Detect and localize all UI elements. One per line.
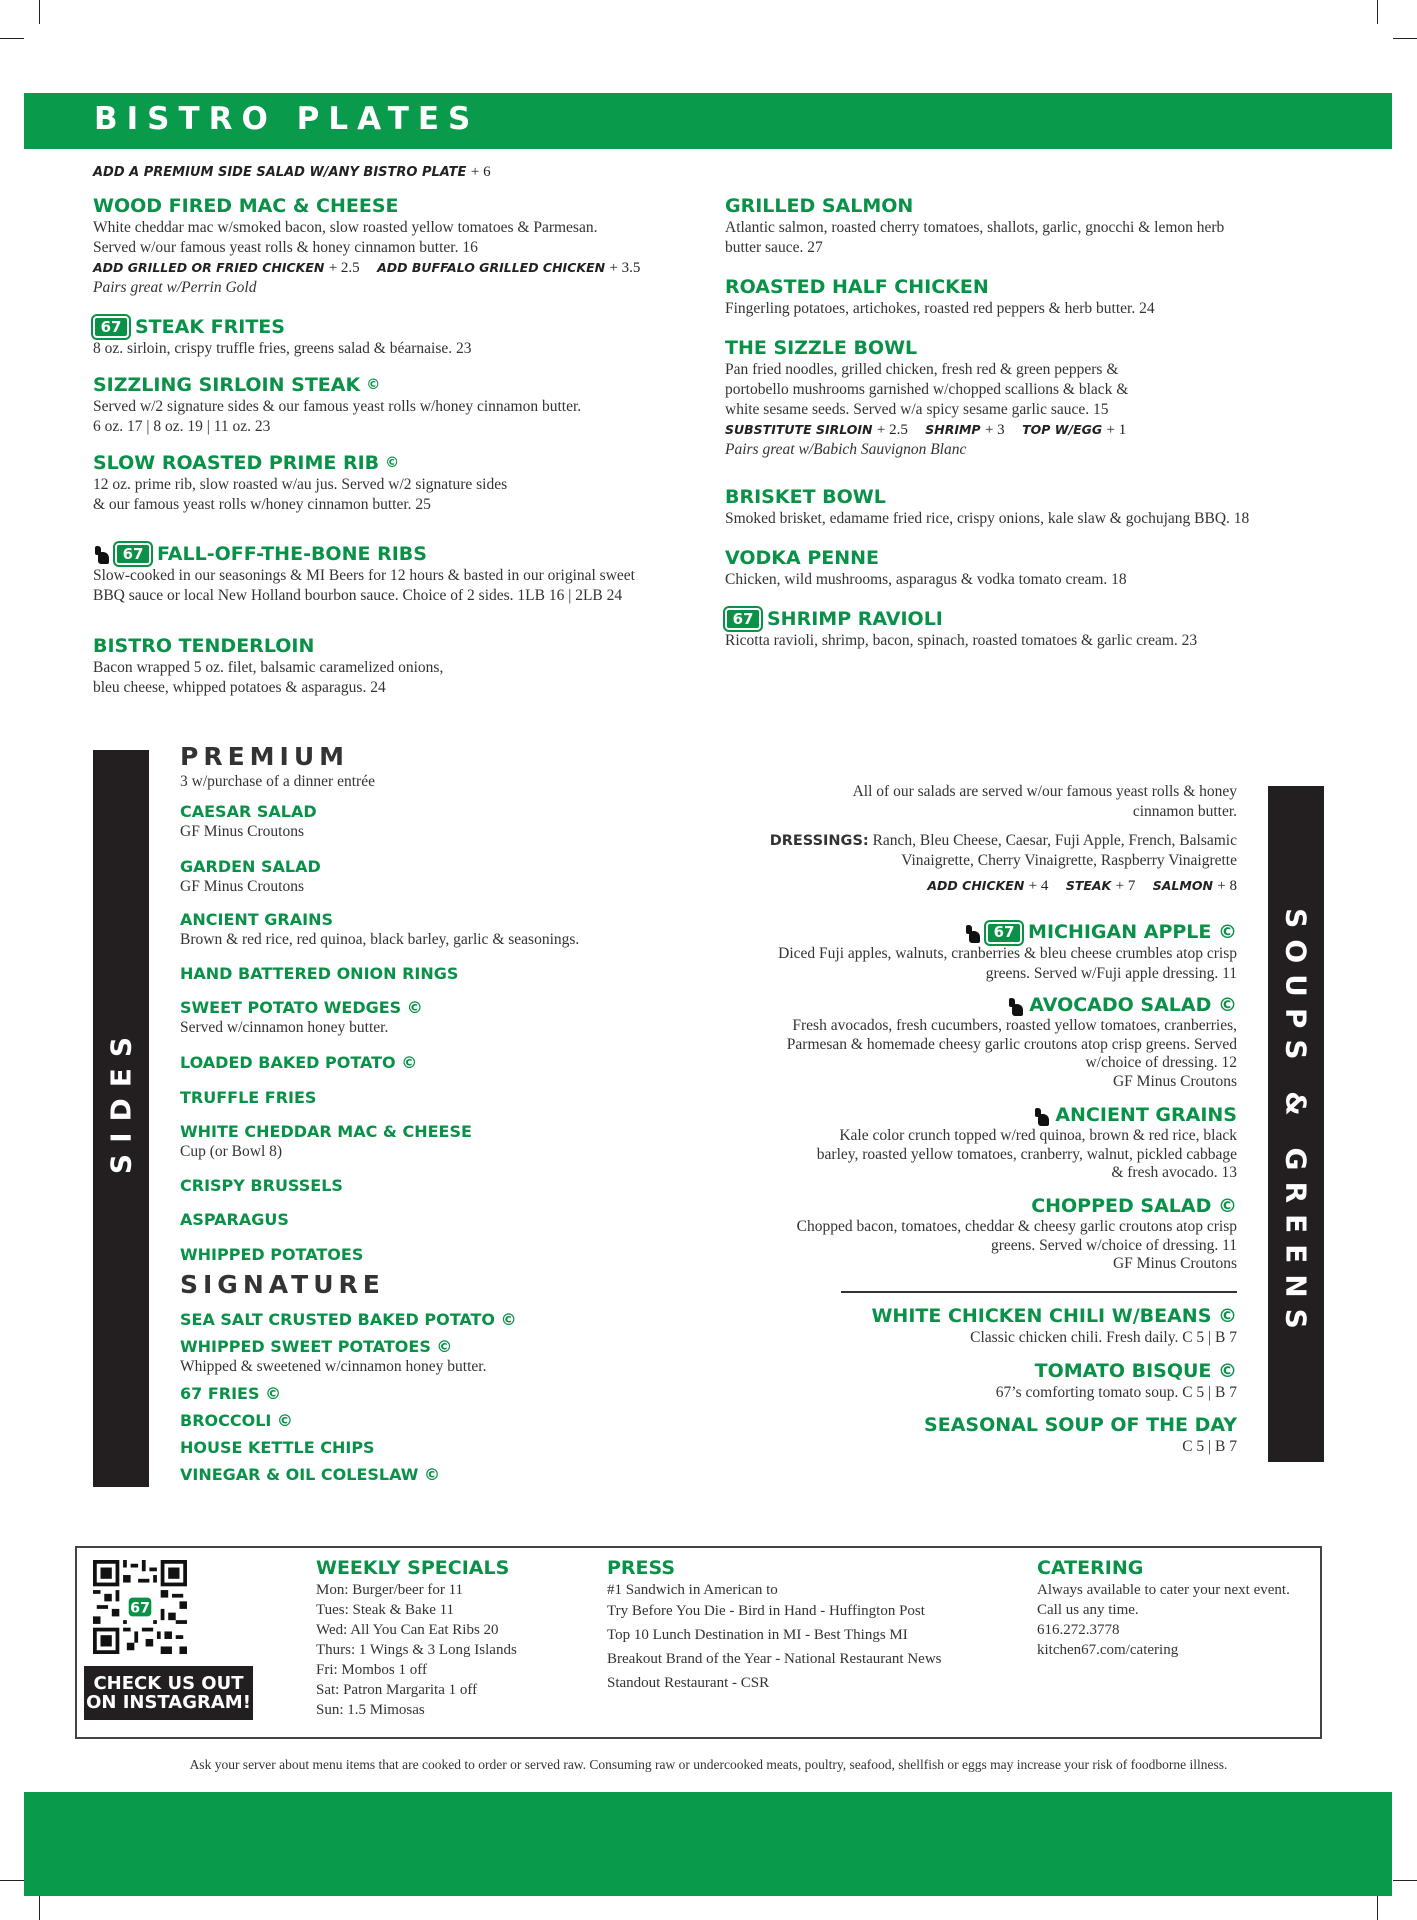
item-name: ANCIENT GRAINS (1055, 1104, 1237, 1126)
list-item: BROCCOLI © (180, 1411, 293, 1430)
list-item: WHITE CHEDDAR MAC & CHEESE Cup (or Bowl 8) (180, 1122, 472, 1160)
michigan-icon (93, 544, 109, 564)
soup-item: SEASONAL SOUP OF THE DAY C 5 | B 7 (924, 1414, 1237, 1455)
item-desc: Served w/2 signature sides & our famous yeast rolls w/honey cinnamon butter. (93, 398, 582, 415)
instagram-cta[interactable]: CHECK US OUT ON INSTAGRAM! (84, 1666, 253, 1720)
michigan-icon (964, 923, 980, 943)
item-name: SIZZLING SIRLOIN STEAK (93, 374, 361, 396)
item-name: FALL-OFF-THE-BONE RIBS (157, 543, 427, 565)
qr-code-icon[interactable] (93, 1560, 187, 1654)
menu-item: CHOPPED SALAD © Chopped bacon, tomatoes, cheddar & cheesy garlic croutons atop crisp greens. Served w/choice of dressing. 11 GF Minus Croutons (700, 1195, 1237, 1274)
catering: CATERING Always available to cater your next event. Call us any time. 616.272.3778 kitchen67.com/catering (1037, 1556, 1317, 1660)
divider (841, 1291, 1237, 1293)
item-desc: 8 oz. sirloin, crispy truffle fries, greens salad & béarnaise. 23 (93, 340, 472, 357)
signature-sides-list (180, 1309, 700, 1491)
catering-link[interactable]: kitchen67.com/catering (1037, 1642, 1179, 1658)
list-item: VINEGAR & OIL COLESLAW © (180, 1465, 440, 1484)
item-name: BISTRO TENDERLOIN (93, 635, 315, 657)
press: PRESS #1 Sandwich in American to Try Before You Die - Bird in Hand - Huffington Post Top 10 Lunch Destination in MI - Best Things MI Breakout Brand of the Year - National Restaurant News Standout Restaurant - CSR (607, 1557, 942, 1691)
item-desc: Pan fried noodles, grilled chicken, fresh red & green peppers & (725, 361, 1119, 378)
michigan-icon (1007, 996, 1023, 1016)
menu-item (725, 607, 1365, 651)
item-name: VODKA PENNE (725, 547, 880, 569)
menu-item (93, 451, 713, 515)
weekly-specials: WEEKLY SPECIALS Mon: Burger/beer for 11 Tues: Steak & Bake 11 Wed: All You Can Eat Ribs 20 Thurs: 1 Wings & 3 Long Islands Fri: Mombos 1 off Sat: Patron Margarita 1 off Sun: 1.5 Mimosas (316, 1557, 517, 1718)
crop-mark (1377, 0, 1378, 24)
premium-sides-list (180, 801, 660, 1270)
item-name: SLOW ROASTED PRIME RIB (93, 452, 380, 474)
list-item: CRISPY BRUSSELS (180, 1176, 343, 1195)
list-item: SEA SALT CRUSTED BAKED POTATO © (180, 1310, 517, 1329)
item-desc: Fingerling potatoes, artichokes, roasted red peppers & herb butter. 24 (725, 300, 1155, 317)
kitchen67-icon: 67 (115, 543, 151, 565)
side-salad-note: ADD A PREMIUM SIDE SALAD W/ANY BISTRO PLATE + 6 (93, 164, 491, 180)
salad-addons: ADD CHICKEN + 4 STEAK + 7 SALMON + 8 (927, 878, 1237, 894)
crop-mark (39, 1896, 40, 1920)
menu-item (725, 275, 1365, 319)
item-desc: 6 oz. 17 | 8 oz. 19 | 11 oz. 23 (93, 418, 271, 435)
pairing: Pairs great w/Perrin Gold (93, 279, 257, 296)
crop-mark (39, 0, 40, 24)
item-desc: Ricotta ravioli, shrimp, bacon, spinach, roasted tomatoes & garlic cream. 23 (725, 632, 1198, 649)
crop-mark (1393, 1880, 1417, 1881)
item-desc: Atlantic salmon, roasted cherry tomatoes, shallots, garlic, gnocchi & lemon herb (725, 219, 1225, 236)
crop-mark (0, 1880, 24, 1881)
list-item: SWEET POTATO WEDGES © Served w/cinnamon honey butter. (180, 998, 423, 1036)
item-name: THE SIZZLE BOWL (725, 337, 918, 359)
menu-item (725, 194, 1365, 258)
menu-item (725, 546, 1365, 590)
list-item: HAND BATTERED ONION RINGS (180, 964, 459, 983)
salads-intro: All of our salads are served w/our famous yeast rolls & honey cinnamon butter. (852, 783, 1237, 820)
item-name: ROASTED HALF CHICKEN (725, 276, 989, 298)
list-item: GARDEN SALAD GF Minus Croutons (180, 857, 321, 895)
item-desc: butter sauce. 27 (725, 239, 823, 256)
item-addons: SUBSTITUTE SIRLOIN + 2.5 SHRIMP + 3 TOP W/EGG + 1 (725, 422, 1127, 438)
item-desc: White cheddar mac w/smoked bacon, slow roasted yellow tomatoes & Parmesan. (93, 219, 598, 236)
item-desc: bleu cheese, whipped potatoes & asparagus. 24 (93, 679, 386, 696)
item-desc: & our famous yeast rolls w/honey cinnamon butter. 25 (93, 496, 431, 513)
food-safety-disclaimer: Ask your server about menu items that are cooked to order or served raw. Consuming raw or undercooked meats, poultry, seafood, shellfish or eggs may increase your risk of foodborne illness. (189, 1757, 1228, 1772)
menu-item: 67 MICHIGAN APPLE © Diced Fuji apples, walnuts, cranberries & bleu cheese crumbles atop crisp greens. Served w/Fuji apple dressing. 11 (778, 921, 1237, 982)
michigan-icon (1033, 1106, 1049, 1126)
crop-mark (1393, 38, 1417, 39)
list-item: LOADED BAKED POTATO © (180, 1053, 418, 1072)
gluten-free-icon: © (385, 455, 400, 471)
kitchen67-icon: 67 (725, 608, 761, 630)
list-item: HOUSE KETTLE CHIPS (180, 1438, 375, 1457)
list-item: CAESAR SALAD GF Minus Croutons (180, 802, 317, 840)
kitchen67-icon: 67 (93, 316, 129, 338)
dressings: DRESSINGS: Ranch, Bleu Cheese, Caesar, Fuji Apple, French, Balsamic Vinaigrette, Cherry Vinaigrette, Raspberry Vinaigrette (769, 832, 1237, 869)
soup-item: WHITE CHICKEN CHILI W/BEANS © Classic chicken chili. Fresh daily. C 5 | B 7 (871, 1305, 1237, 1346)
item-name: AVOCADO SALAD © (1029, 994, 1237, 1016)
menu-item (93, 194, 713, 298)
qr-badge-label: 67 (130, 1600, 150, 1617)
footer-bar (24, 1792, 1392, 1896)
item-desc: Smoked brisket, edamame fried rice, crispy onions, kale slaw & gochujang BBQ. 18 (725, 510, 1250, 527)
item-name: STEAK FRITES (135, 316, 285, 338)
list-item: ASPARAGUS (180, 1210, 289, 1229)
item-desc: BBQ sauce or local New Holland bourbon sauce. Choice of 2 sides. 1LB 16 | 2LB 24 (93, 587, 623, 604)
list-item: 67 FRIES © (180, 1384, 282, 1403)
item-name: BRISKET BOWL (725, 486, 886, 508)
menu-item (93, 373, 713, 437)
item-desc: portobello mushrooms garnished w/chopped scallions & black & (725, 381, 1129, 398)
list-item: ANCIENT GRAINS Brown & red rice, red quinoa, black barley, garlic & seasonings. (180, 910, 580, 948)
menu-item (725, 485, 1365, 529)
premium-heading: PREMIUM (180, 742, 350, 771)
crop-mark (1377, 1896, 1378, 1920)
item-desc: Chicken, wild mushrooms, asparagus & vodka tomato cream. 18 (725, 571, 1127, 588)
sides-bar-label: SIDES (104, 1025, 138, 1175)
menu-item: ANCIENT GRAINS Kale color crunch topped w/red quinoa, brown & red rice, black barley, roasted yellow tomatoes, cranberry, walnut, pickled cabbage & fresh avocado. 13 (816, 1104, 1237, 1181)
list-item: WHIPPED POTATOES (180, 1245, 364, 1264)
gluten-free-icon: © (366, 377, 381, 393)
menu-item (725, 336, 1365, 460)
item-desc: Bacon wrapped 5 oz. filet, balsamic caramelized onions, (93, 659, 444, 676)
menu-item (93, 315, 713, 359)
list-item: TRUFFLE FRIES (180, 1088, 317, 1107)
signature-heading: SIGNATURE (180, 1270, 385, 1299)
kitchen67-icon: 67 (986, 922, 1022, 944)
item-desc: white sesame seeds. Served w/a spicy sesame garlic sauce. 15 (725, 401, 1109, 418)
item-desc: Slow-cooked in our seasonings & MI Beers for 12 hours & basted in our original sweet (93, 567, 635, 584)
list-item: WHIPPED SWEET POTATOES © Whipped & sweetened w/cinnamon honey butter. (180, 1337, 487, 1375)
menu-item: AVOCADO SALAD © Fresh avocados, fresh cucumbers, roasted yellow tomatoes, cranberries, Parmesan & homemade cheesy garlic croutons atop crisp greens. Served w/choice of dressing. 12 GF Minus Croutons (786, 994, 1237, 1090)
item-addons: ADD GRILLED OR FRIED CHICKEN + 2.5 ADD BUFFALO GRILLED CHICKEN + 3.5 (93, 260, 641, 276)
item-name: GRILLED SALMON (725, 195, 914, 217)
item-desc: 12 oz. prime rib, slow roasted w/au jus. Served w/2 signature sides (93, 476, 508, 493)
soups-greens-bar-label: SOUPS & GREENS (1279, 908, 1313, 1340)
item-name: SHRIMP RAVIOLI (767, 608, 943, 630)
item-desc: Served w/our famous yeast rolls & honey cinnamon butter. 16 (93, 239, 478, 256)
soup-item: TOMATO BISQUE © 67’s comforting tomato soup. C 5 | B 7 (995, 1360, 1237, 1401)
crop-mark (0, 38, 24, 39)
item-name: WOOD FIRED MAC & CHEESE (93, 195, 399, 217)
menu-item (93, 542, 743, 606)
pairing: Pairs great w/Babich Sauvignon Blanc (725, 441, 967, 458)
premium-note: 3 w/purchase of a dinner entrée (180, 773, 375, 790)
item-name: CHOPPED SALAD © (1031, 1195, 1237, 1217)
menu-item (93, 634, 713, 698)
item-name: MICHIGAN APPLE © (1028, 921, 1237, 943)
page-title: BISTRO PLATES (94, 101, 480, 137)
catering-phone[interactable]: 616.272.3778 (1037, 1622, 1120, 1638)
